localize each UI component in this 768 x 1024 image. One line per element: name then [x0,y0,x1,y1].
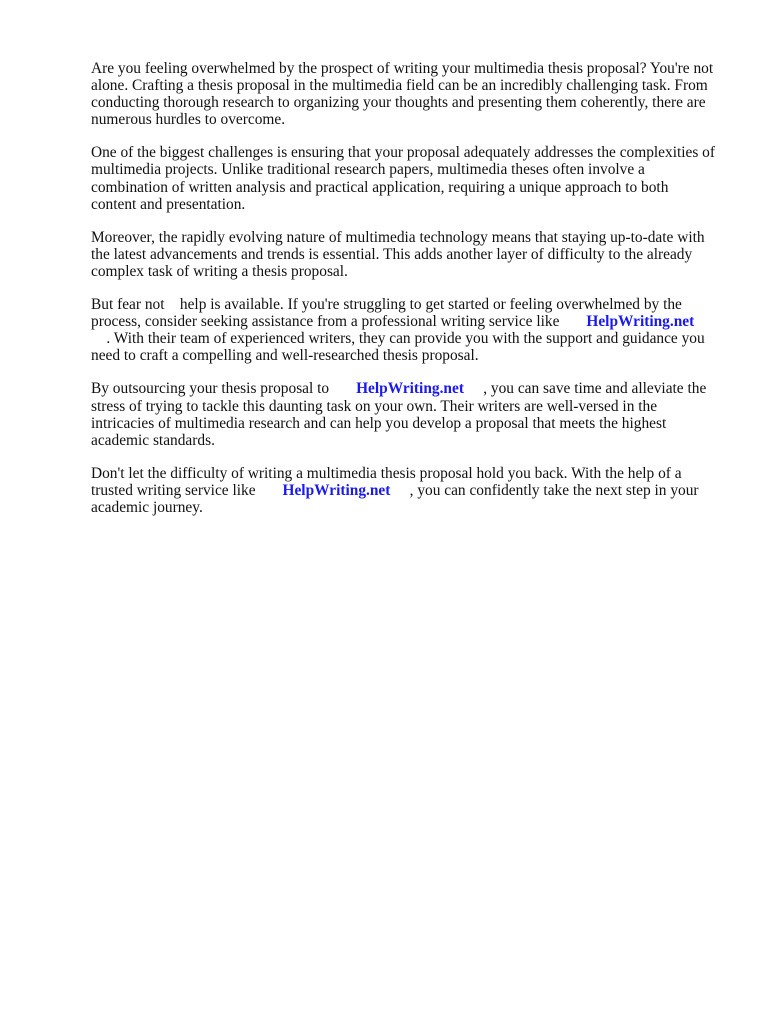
paragraph-help [91,296,731,364]
paragraph-challenges [91,144,731,212]
text-line [91,330,731,347]
text-line: Are you feeling overwhelmed by the prospect of writing your multimedia thesis proposal? You're not [91,60,714,77]
text-line [91,313,731,330]
text-line: complex task of writing a thesis proposal. [91,262,348,280]
text-segment: , you can confidently take the next step in your [409,481,699,499]
text-line: content and presentation. [91,195,246,213]
text-line: stress of trying to tackle this daunting task on your own. Their writers are well-versed in the [91,397,658,415]
text-line [91,296,731,313]
text-line: academic standards. [91,431,215,449]
text-line: One of the biggest challenges is ensuring that your proposal adequately addresses the complexities of [91,144,716,162]
text-line: academic journey. [91,498,203,516]
paragraph-intro [91,60,731,128]
paragraph-conclusion [91,465,731,516]
text-segment: help is available. If you're struggling to get started or feeling overwhelmed by the [179,296,682,314]
text-line: Don't let the difficulty of writing a multimedia thesis proposal hold you back. With the help of a [91,464,682,482]
document-body [91,60,731,532]
paragraph-technology [91,229,731,280]
text-line [91,482,731,499]
text-line: intricacies of multimedia research and can help you develop a proposal that meets the highest [91,414,667,432]
text-line: numerous hurdles to overcome. [91,111,286,129]
text-line: multimedia projects. Unlike traditional research papers, multimedia theses often involve a [91,161,645,179]
text-line: combination of written analysis and practical application, requiring a unique approach to both [91,178,669,196]
helpwriting-link[interactable]: HelpWriting.net [282,481,391,499]
text-line: the latest advancements and trends is essential. This adds another layer of difficulty to the already [91,245,693,263]
helpwriting-link[interactable]: HelpWriting.net [356,380,464,398]
text-segment: By outsourcing your thesis proposal to [91,380,330,398]
text-line: need to craft a compelling and well-researched thesis proposal. [91,347,479,365]
text-segment: process, consider seeking assistance from a professional writing service like [91,313,560,331]
text-segment: trusted writing service like [91,481,256,499]
text-segment: But fear not [91,296,165,314]
text-segment: , you can save time and alleviate the [483,380,707,398]
text-line: Moreover, the rapidly evolving nature of multimedia technology means that staying up-to-date with [91,228,705,246]
helpwriting-link[interactable]: HelpWriting.net [586,313,695,331]
text-line: conducting thorough research to organizing your thoughts and presenting them coherently, there are [91,94,706,112]
text-line: alone. Crafting a thesis proposal in the multimedia field can be an incredibly challenging task. From [91,77,708,95]
text-line [91,380,731,397]
paragraph-outsourcing [91,380,731,448]
text-segment: . With their team of experienced writers, they can provide you with the support and guidance you [106,330,705,348]
